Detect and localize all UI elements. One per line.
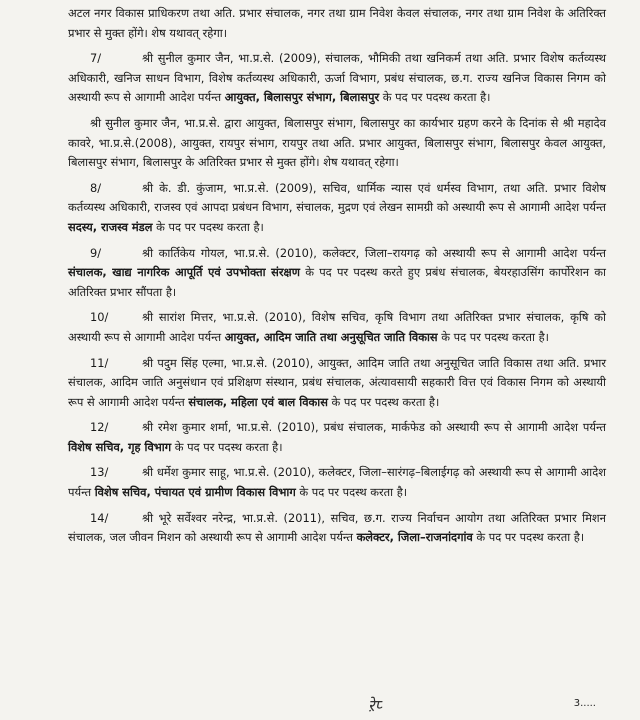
para-order-11: 11/ श्री पदुम सिंह एल्मा, भा.प्र.से. (2010), आयुक्त, आदिम जाति तथा अनुसूचित जाति विकास तथा अति. प्रभार संचालक, आदिम जाति अनुसंधान एवं प्रशिक्षण संस्थान, प्रबंध संचालक, अंत्यावसायी सहकारी वित्त एवं विकास निगम को अस्थायी रूप से आगामी आदेश पर्यन्त संचालक, महिला एवं बाल विकास के पद पर पदस्थ करता है।	[68, 355, 606, 409]
posting-title: विशेष सचिव, गृह विभाग	[68, 439, 172, 454]
posting-title: संचालक, खाद्य नागरिक आपूर्ति एवं उपभोक्ता संरक्षण	[68, 265, 300, 280]
order-number: 14/	[90, 510, 109, 525]
para-order-9: 9/ श्री कार्तिकेय गोयल, भा.प्र.से. (2010), कलेक्टर, जिला–रायगढ़ को अस्थायी रूप से आगामी आदेश पर्यन्त संचालक, खाद्य नागरिक आपूर्ति एवं उपभोक्ता संरक्षण के पद पर पदस्थ करते हुए प्रबंध संचालक, बेयरहाउसिंग कार्पोरेशन का अतिरिक्त प्रभार सौंपता है।	[68, 245, 606, 299]
posting-title: आयुक्त, आदिम जाति तथा अनुसूचित जाति विकास	[224, 329, 438, 344]
para-continuation: अटल नगर विकास प्राधिकरण तथा अति. प्रभार संचालक, नगर तथा ग्राम निवेश केवल संचालक, नगर तथा ग्राम निवेश के अतिरिक्त प्रभार से मुक्त होंगे। शेष यथावत् रहेगा।	[68, 6, 606, 40]
posting-title: कलेक्टर, जिला–राजनांदगांव	[356, 530, 473, 545]
order-number: 8/	[90, 180, 102, 195]
para-order-7-relief: श्री सुनील कुमार जैन, भा.प्र.से. द्वारा आयुक्त, बिलासपुर संभाग, बिलासपुर का कार्यभार ग्रहण करने के दिनांक से श्री महादेव कावरे, भा.प्र.से.(2008), आयुक्त, रायपुर संभाग, रायपुर तथा अति. प्रभार आयुक्त, बिलासपुर संभाग, बिलासपुर केवल आयुक्त, बिलासपुर संभाग, बिलासपुर के अतिरिक्त प्रभार से मुक्त होंगे। शेष यथावत् रहेगा।	[68, 115, 606, 170]
para-order-7: 7/ श्री सुनील कुमार जैन, भा.प्र.से. (2009), संचालक, भौमिकी तथा खनिकर्म तथा अति. प्रभार विशेष कर्तव्यस्थ अधिकारी, खनिज साधन विभाग, विशेष कर्तव्यस्थ अधिकारी, ऊर्जा विभाग, प्रबंध संचालक, छ.ग. राज्य खनिज विकास निगम को अस्थायी रूप से आगामी आदेश पर्यन्त आयुक्त, बिलासपुर संभाग, बिलासपुर के पद पर पदस्थ करता है।	[68, 51, 606, 105]
page-footer	[0, 694, 640, 720]
posting-title: आयुक्त, बिलासपुर संभाग, बिलासपुर	[224, 90, 380, 105]
posting-title: विशेष सचिव, पंचायत एवं ग्रामीण विकास विभाग	[94, 485, 296, 500]
para-order-10: 10/ श्री सारांश मित्तर, भा.प्र.से. (2010), विशेष सचिव, कृषि विभाग तथा अतिरिक्त प्रभार संचालक, कृषि को अस्थायी रूप से आगामी आदेश पर्यन्त आयुक्त, आदिम जाति तथा अनुसूचित जाति विकास के पद पर पदस्थ करता है।	[68, 310, 606, 344]
para-order-13: 13/ श्री धर्मेश कुमार साहू, भा.प्र.से. (2010), कलेक्टर, जिला–सारंगढ़–बिलाईगढ़ को अस्थायी रूप से आगामी आदेश पर्यन्त विशेष सचिव, पंचायत एवं ग्रामीण विकास विभाग के पद पर पदस्थ करता है।	[68, 465, 606, 500]
posting-title: संचालक, महिला एवं बाल विकास	[188, 394, 328, 409]
para-order-14: 14/ श्री भूरे सर्वेश्वर नरेन्द्र, भा.प्र.से. (2011), सचिव, छ.ग. राज्य निर्वाचन आयोग तथा अतिरिक्त प्रभार मिशन संचालक, जल जीवन मिशन को अस्थायी रूप से आगामी आदेश पर्यन्त कलेक्टर, जिला–राजनांदगांव के पद पर पदस्थ करता है।	[68, 510, 606, 545]
order-number: 13/	[90, 465, 109, 480]
posting-title: सदस्य, राजस्व मंडल	[68, 219, 153, 234]
order-number: 12/	[90, 420, 109, 435]
order-number: 7/	[90, 51, 102, 66]
order-number: 10/	[90, 310, 109, 325]
order-number: 9/	[90, 245, 102, 260]
signature-initials: ऱेप्‍	[368, 696, 380, 716]
next-page-marker: 3.....	[573, 698, 596, 710]
order-number: 11/	[90, 355, 109, 370]
para-order-12: 12/ श्री रमेश कुमार शर्मा, भा.प्र.से. (2010), प्रबंध संचालक, मार्कफेड को अस्थायी रूप से आगामी आदेश पर्यन्त विशेष सचिव, गृह विभाग के पद पर पदस्थ करता है।	[68, 420, 606, 454]
para-order-8: 8/ श्री के. डी. कुंजाम, भा.प्र.से. (2009), सचिव, धार्मिक न्यास एवं धर्मस्व विभाग, तथा अति. प्रभार विशेष कर्तव्यस्थ अधिकारी, राजस्व एवं आपदा प्रबंधन विभाग, संचालक, मुद्रण एवं लेखन सामग्री को अस्थायी रूप से आगामी आदेश पर्यन्त सदस्य, राजस्व मंडल के पद पर पदस्थ करता है।	[68, 180, 606, 234]
